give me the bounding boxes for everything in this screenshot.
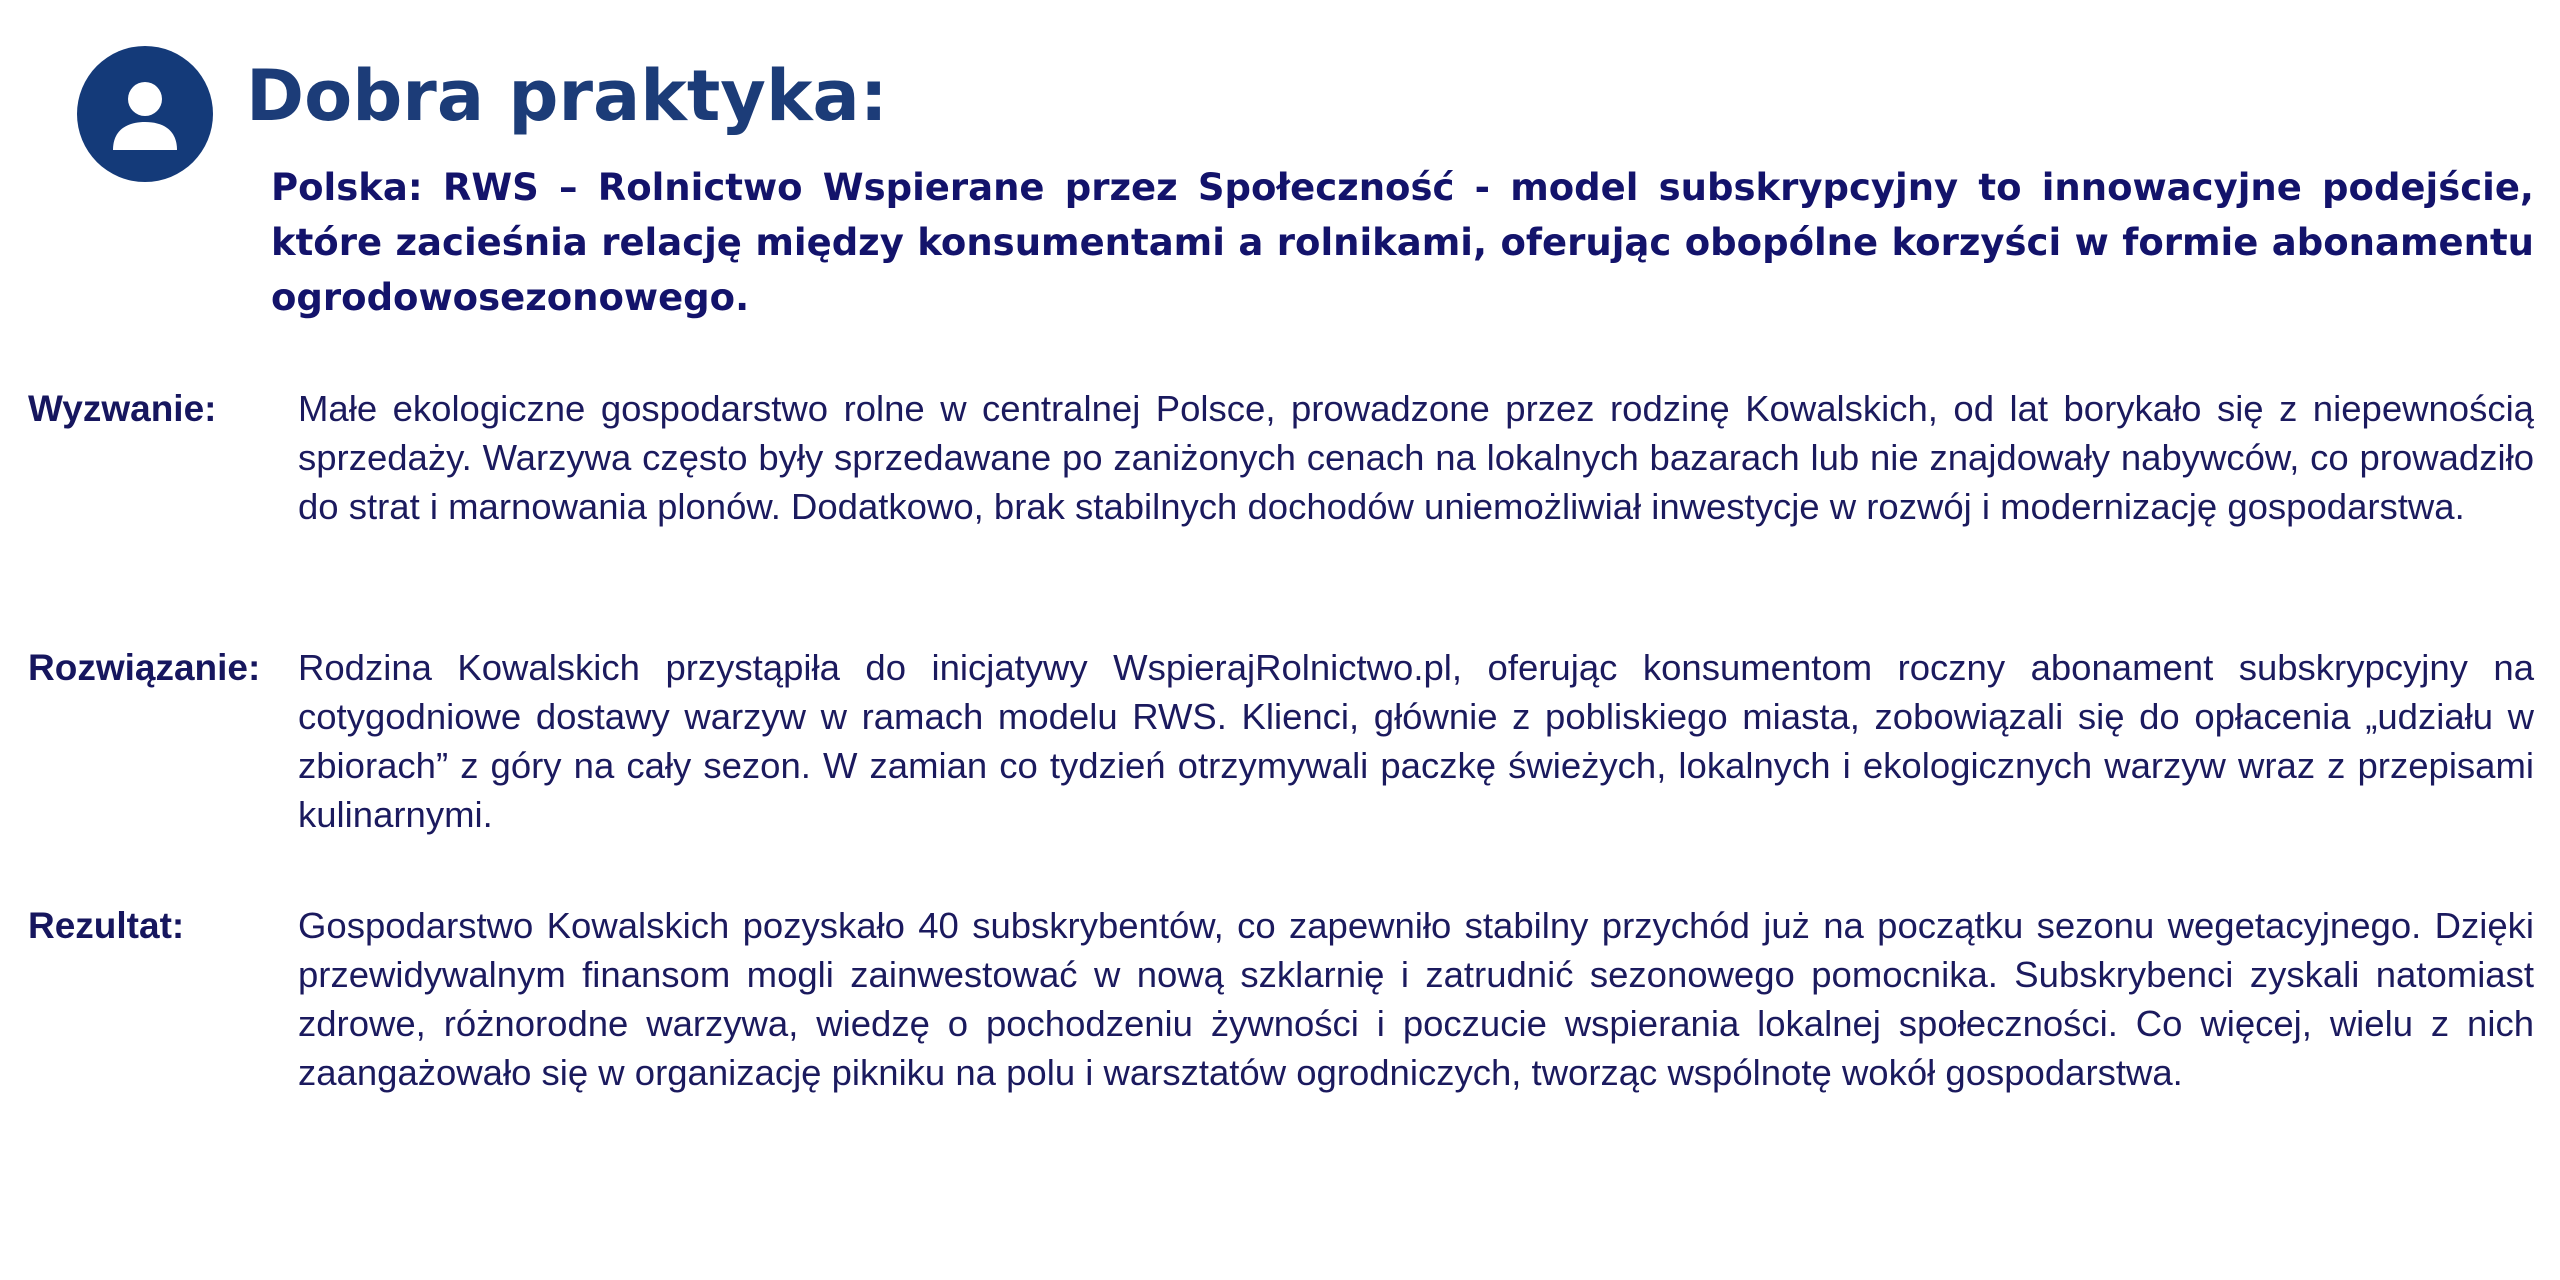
solution-text: Rodzina Kowalskich przystąpiła do inicjatywy WspierajRolnictwo.pl, oferując konsumentom roczny abonament subskrypcyjny na cotygodniowe dostawy warzyw w ramach modelu RWS. Klienci, głównie z pobliskiego miasta, zobowiązali się do opłacenia „udziału w zbiorach” z góry na cały sezon. W zamian co tydzień otrzymywali paczkę świeżych, lokalnych i ekologicznych warzyw wraz z przepisami kulinarnymi.: [298, 647, 2534, 835]
page-title: Dobra praktyka:: [246, 55, 888, 137]
user-avatar-icon: [77, 46, 213, 182]
challenge-label: Wyzwanie:: [28, 388, 217, 429]
lead-summary: Polska: RWS – Rolnictwo Wspierane przez Społeczność - model subskrypcyjny to innowacyjne podejście, które zacieśnia relację między konsumentami a rolnikami, oferując obopólne korzyści w formie abonamentu ogrodowosezonowego.: [271, 166, 2534, 319]
solution-label: Rozwiązanie:: [28, 647, 261, 688]
challenge-text: Małe ekologiczne gospodarstwo rolne w centralnej Polsce, prowadzone przez rodzinę Kowalskich, od lat borykało się z niepewnością sprzedaży. Warzywa często były sprzedawane po zaniżonych cenach na lokalnych bazarach lub nie znajdowały nabywców, co prowadziło do strat i marnowania plonów. Dodatkowo, brak stabilnych dochodów uniemożliwiał inwestycje w rozwój i modernizację gospodarstwa.: [298, 388, 2534, 527]
result-label: Rezultat:: [28, 905, 185, 946]
result-text: Gospodarstwo Kowalskich pozyskało 40 subskrybentów, co zapewniło stabilny przychód już na początku sezonu wegetacyjnego. Dzięki przewidywalnym finansom mogli zainwestować w nową szklarnię i zatrudnić sezonowego pomocnika. Subskrybenci zyskali natomiast zdrowe, różnorodne warzywa, wiedzę o pochodzeniu żywności i poczucie wspierania lokalnej społeczności. Co więcej, wielu z nich zaangażowało się w organizację pikniku na polu i warsztatów ogrodniczych, tworząc wspólnotę wokół gospodarstwa.: [298, 905, 2534, 1093]
